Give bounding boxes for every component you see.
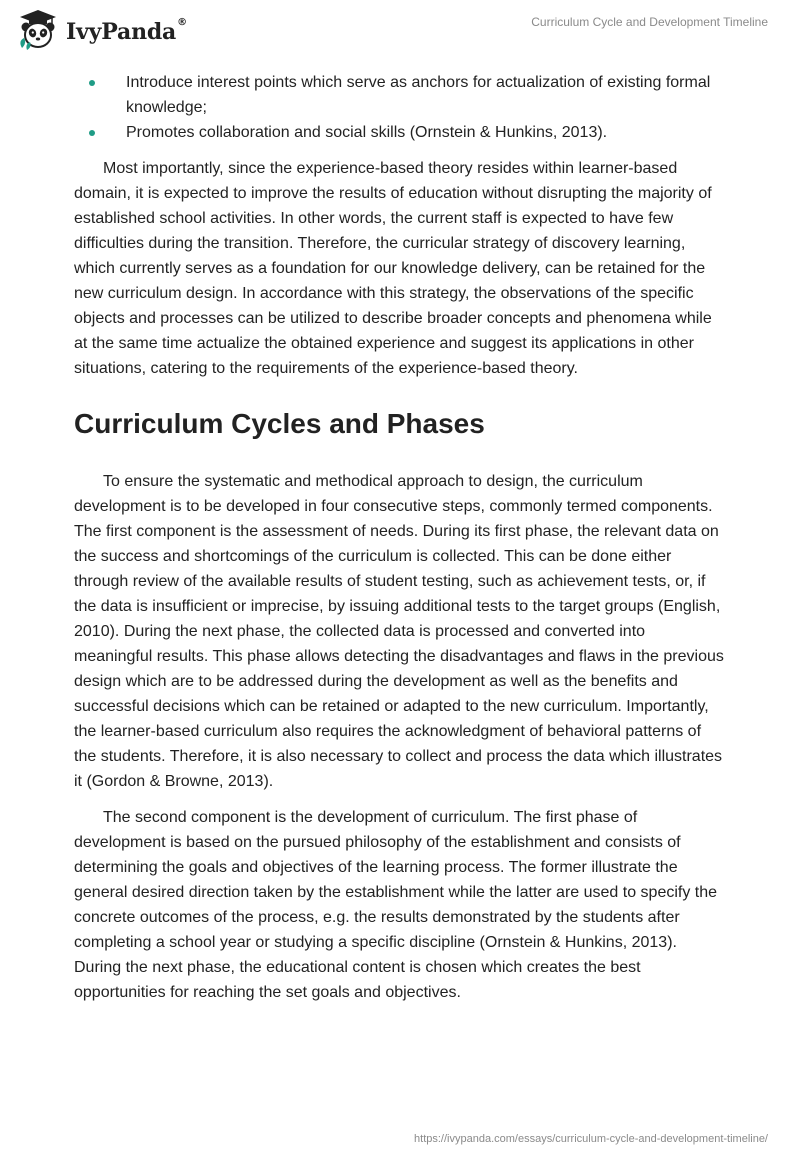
logo-wordmark: IvyPanda® (66, 17, 187, 45)
section-heading: Curriculum Cycles and Phases (74, 408, 485, 439)
essay-content (74, 70, 726, 1005)
body-paragraph: To ensure the systematic and methodical approach to design, the curriculum development is to be developed in four consecutive steps, commonly termed components. The first component is the assessment of needs. During its first phase, the relevant data on the success and shortcomings of the curriculum is collected. This can be done either through review of the available results of student testing, such as achievement tests, or, if the data is insufficient or imprecise, by issuing additional tests to the target groups (English, 2010). During the next phase, the collected data is processed and converted into meaningful results. This phase allows detecting the disadvantages and flaws in the previous design which are to be addressed during the development as well as the benefits and successful decisions which can be retained or adapted to the new curriculum. Importantly, the learner-based curriculum also requires the acknowledgment of behavioral patterns of the students. Therefore, it is also necessary to collect and process the data which illustrates it (Gordon & Browne, 2013). (74, 473, 724, 790)
document-title: Curriculum Cycle and Development Timeline (531, 15, 768, 29)
bullet-icon (89, 130, 95, 136)
source-url[interactable]: https://ivypanda.com/essays/curriculum-cycle-and-development-timeline/ (414, 1133, 768, 1145)
list-item (74, 120, 726, 145)
bullet-list (74, 70, 726, 145)
panda-logo-icon (16, 8, 60, 52)
bullet-icon (89, 80, 95, 86)
list-item-text: Promotes collaboration and social skills (Ornstein & Hunkins, 2013). (126, 124, 608, 141)
list-item (74, 70, 726, 120)
body-paragraph: The second component is the development of curriculum. The first phase of development is based on the pursued philosophy of the establishment and consists of determining the goals and objectives of the learning process. The former illustrate the general desired direction taken by the establishment while the latter are used to specify the concrete outcomes of the process, e.g. the results demonstrated by the students after completing a school year or studying a specific discipline (Ornstein & Hunkins, 2013). During the next phase, the educational content is chosen which creates the best opportunities for reaching the set goals and objectives. (74, 809, 718, 1001)
body-paragraph: Most importantly, since the experience-based theory resides within learner-based domain, it is expected to improve the results of education without disrupting the majority of established school activities. In other words, the current staff is expected to have few difficulties during the transition. Therefore, the curricular strategy of discovery learning, which currently serves as a foundation for our knowledge delivery, can be retained for the new curriculum design. In accordance with this strategy, the observations of the specific objects and processes can be utilized to describe broader concepts and phenomena while at the same time actualize the obtained experience and suggest its applications in other situations, catering to the requirements of the experience-based theory. (74, 160, 712, 377)
list-item-text: Introduce interest points which serve as anchors for actualization of existing formal knowledge; (126, 74, 711, 116)
page-header (0, 0, 800, 60)
ivypanda-logo[interactable] (16, 8, 187, 52)
